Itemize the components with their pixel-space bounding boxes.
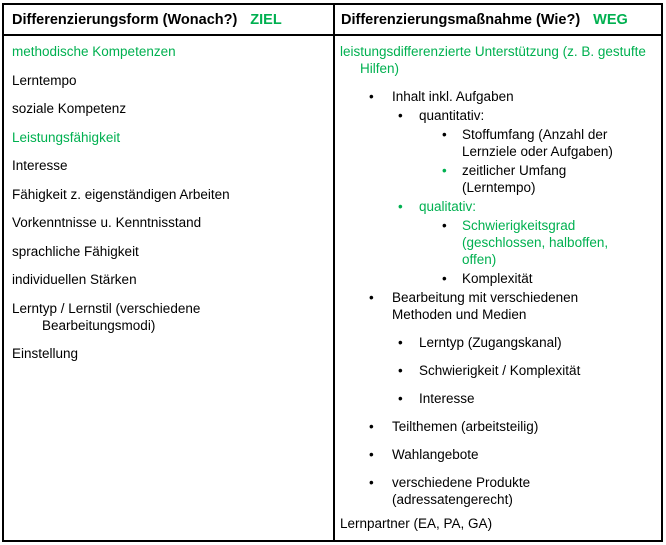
bullet-item <box>340 390 659 407</box>
table-header-row <box>4 5 661 36</box>
bullet-text: verschiedene Produkte (adressatengerecht) <box>392 475 531 507</box>
bullet-item <box>340 418 659 435</box>
bullet-icon: • <box>442 218 447 233</box>
bullet-text: Teilthemen (arbeitsteilig) <box>392 419 539 434</box>
bullet-text: Wahlangebote <box>392 447 479 462</box>
bullet-item <box>340 162 659 196</box>
bullet-icon: • <box>369 447 374 462</box>
intro-paragraph: leistungsdifferenzierte Unterstützung (z. B. gestufte Hilfen) <box>340 44 646 76</box>
bullet-icon: • <box>369 290 374 305</box>
bullet-item <box>340 289 659 323</box>
left-item: Einstellung <box>12 346 79 361</box>
bullet-item <box>340 126 659 160</box>
bullet-item <box>340 446 659 463</box>
bullet-icon: • <box>369 475 374 490</box>
right-column-cell <box>335 36 661 540</box>
bullet-item <box>340 270 659 287</box>
bullet-item <box>340 362 659 379</box>
bullet-item <box>340 334 659 351</box>
left-item: soziale Kompetenz <box>12 101 127 116</box>
bullet-icon: • <box>398 335 403 350</box>
bullet-text: Stoffumfang (Anzahl der Lernziele oder Aufgaben) <box>462 127 613 159</box>
header-tag-weg: WEG <box>593 12 628 28</box>
left-item: sprachliche Fähigkeit <box>12 243 139 259</box>
left-item: Lerntempo <box>12 72 77 88</box>
bullet-item <box>340 217 659 268</box>
bullet-item <box>340 107 659 124</box>
left-item: individuellen Stärken <box>12 272 137 287</box>
left-item: Lerntyp / Lernstil (verschiedene Bearbeitungsmodi) <box>12 300 201 333</box>
header-title-left: Differenzierungsform (Wonach?) <box>12 12 238 28</box>
bullet-text: Komplexität <box>462 271 533 286</box>
bullet-icon: • <box>442 271 447 286</box>
bullet-item <box>340 198 659 215</box>
bullet-text: Schwierigkeitsgrad (geschlossen, halboffen, offen) <box>462 218 609 267</box>
bullet-icon: • <box>398 199 403 214</box>
header-cell-differenzierungsmassnahme <box>335 5 661 34</box>
bullet-icon: • <box>369 419 374 434</box>
lernpartner-text: Lernpartner (EA, PA, GA) <box>340 516 493 531</box>
bullet-icon: • <box>369 89 374 104</box>
header-title-right: Differenzierungsmaßnahme (Wie?) <box>341 12 581 28</box>
bullet-text: zeitlicher Umfang (Lerntempo) <box>462 163 567 195</box>
left-column-cell <box>4 36 335 540</box>
bullet-icon: • <box>442 163 447 178</box>
bullet-item <box>340 88 659 105</box>
header-tag-ziel: ZIEL <box>250 12 282 28</box>
left-item: Leistungsfähigkeit <box>12 129 121 145</box>
left-item: Interesse <box>12 158 68 173</box>
bullet-icon: • <box>398 108 403 123</box>
header-cell-differenzierungsform <box>4 5 335 34</box>
bullet-text: qualitativ: <box>419 199 477 214</box>
differentiation-table <box>2 3 663 542</box>
bullet-text: Schwierigkeit / Komplexität <box>419 363 581 378</box>
bullet-icon: • <box>398 391 403 406</box>
left-item: methodische Kompetenzen <box>12 44 176 59</box>
bullet-text: Bearbeitung mit verschiedenen Methoden und Medien <box>392 290 579 322</box>
bullet-item <box>340 474 659 508</box>
bullet-text: Interesse <box>419 391 475 406</box>
bullet-text: quantitativ: <box>419 108 485 123</box>
left-item: Vorkenntnisse u. Kenntnisstand <box>12 215 202 230</box>
table-body-row <box>4 36 661 540</box>
left-item: Fähigkeit z. eigenständigen Arbeiten <box>12 186 230 202</box>
bullet-icon: • <box>398 363 403 378</box>
bullet-text: Lerntyp (Zugangskanal) <box>419 335 562 350</box>
bullet-icon: • <box>442 127 447 142</box>
bullet-text: Inhalt inkl. Aufgaben <box>392 89 514 104</box>
